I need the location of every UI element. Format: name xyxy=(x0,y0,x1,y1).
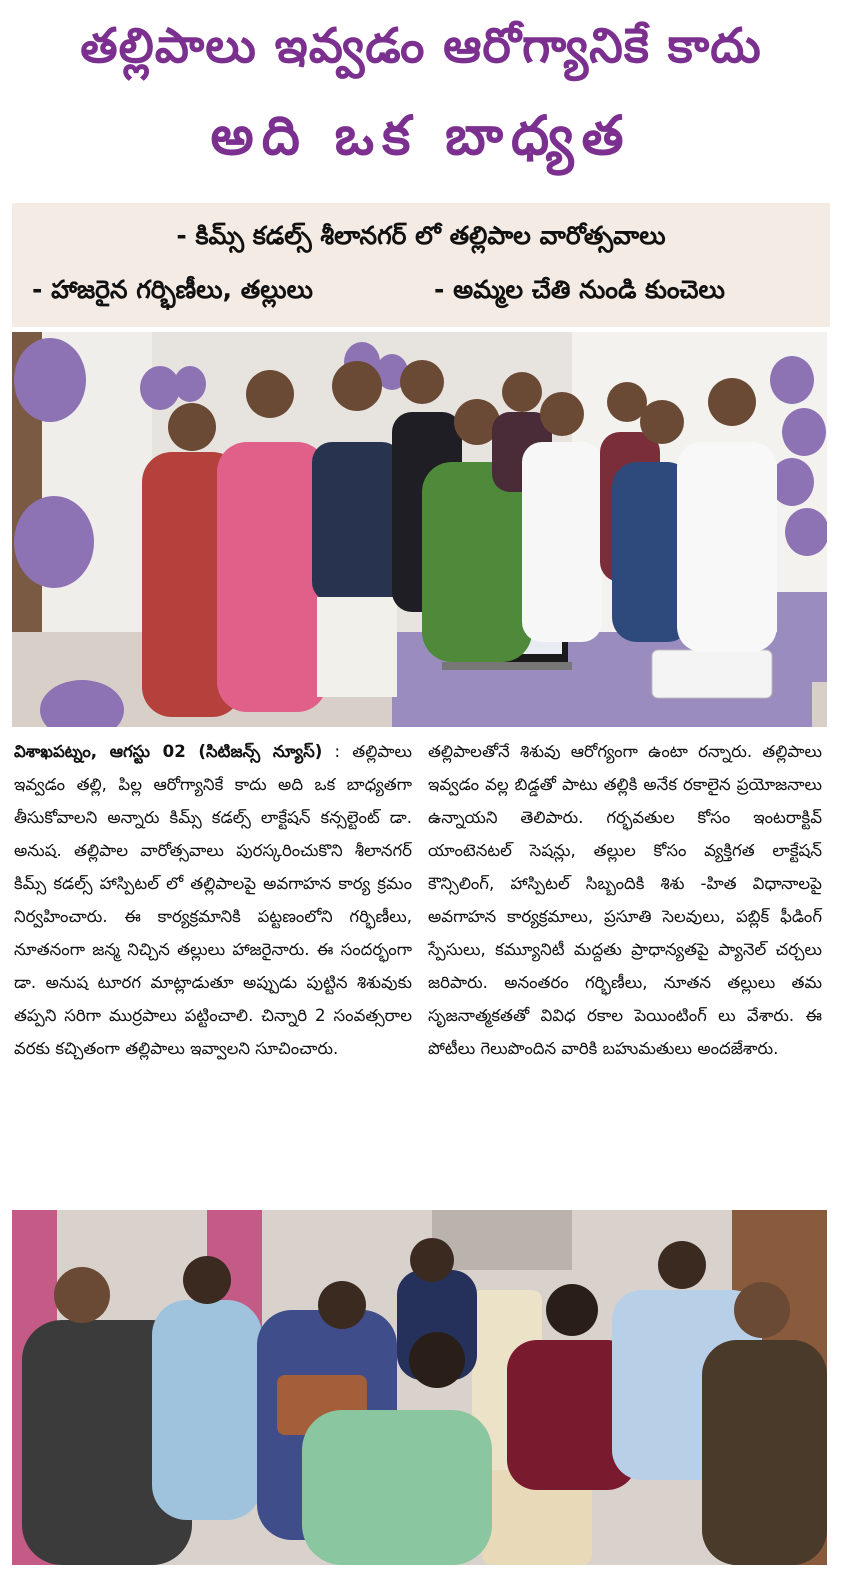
subheading-1: - కిమ్స్ కడల్స్ శీలానగర్ లో తల్లిపాల వారోత్సవాలు xyxy=(176,221,666,250)
subheading-2-left: - హాజరైన గర్భిణీలు, తల్లులు xyxy=(32,275,313,304)
painting-photo-illustration xyxy=(12,1210,827,1565)
painting-activity-photo xyxy=(12,1210,827,1565)
article-column-right: తల్లిపాలతోనే శిశువు ఆరోగ్యంగా ఉంటా రన్నారు. తల్లిపాలు ఇవ్వడం వల్ల బిడ్డతో పాటు తల్లికి అనేక రకాలైన ప్రయోజనాలు ఉన్నాయని తెలిపారు. గర్భవతుల కోసం ఇంటరాక్టివ్ యాంటెనటల్ సెషన్లు, తల్లుల కోసం వ్యక్తిగత లాక్టేషన్ కౌన్సిలింగ్, హాస్పిటల్ సిబ్బందికి శిశు -హిత విధానాలపై అవగాహన కార్యక్రమాలు, ప్రసూతి సెలవులు, పబ్లిక్ ఫీడింగ్ స్పేసులు, కమ్యూనిటీ మద్దతు ప్రాధాన్యతపై ప్యానెల్ చర్చలు జరిపారు. అనంతరం గర్భిణీలు, నూతన తల్లులు తమ సృజనాత్మకతతో వివిధ రకాల పెయింటింగ్ లు వేశారు. ఈ పోటీలు గెలుపొందిన వారికి బహుమతులు అందజేశారు. xyxy=(428,742,822,1058)
subheading-box xyxy=(12,203,830,327)
subheading-2-right: - అమ్మల చేతి నుండి కుంచెలు xyxy=(434,275,725,304)
group-photo-illustration xyxy=(12,332,827,727)
article-body-left: : తల్లిపాలు ఇవ్వడం తల్లి, పిల్ల ఆరోగ్యానికే కాదు అది ఒక బాధ్యతగా తీసుకోవాలని అన్నారు కిమ్స్ కడల్స్ లాక్టేషన్ కన్సల్టెంట్ డా. అనుష. తల్లిపాల వారోత్సవాలు పురస్కరించుకొని శీలానగర్ కిమ్స్ కడల్స్ హాస్పిటల్ లో తల్లిపాలపై అవగాహన కార్య క్రమం నిర్వహించారు. ఈ కార్యక్రమానికి పట్టణంలోని గర్భిణీలు, నూతనంగా జన్మ నిచ్చిన తల్లులు హాజరైనారు. ఈ సందర్భంగా డా. అనుష టూరగ మాట్లాడుతూ అప్పుడు పుట్టిన శిశువుకు తప్పని సరిగా ముర్రపాలు పట్టించాలి. చిన్నారి 2 సంవత్సరాల వరకు కచ్చితంగా తల్లిపాలు ఇవ్వాలని సూచించారు. xyxy=(14,742,412,1058)
article-dateline: విశాఖపట్నం, ఆగస్టు 02 (సిటిజన్స్ న్యూస్) xyxy=(14,742,323,761)
article-column-left xyxy=(14,735,412,1065)
group-photo xyxy=(12,332,827,727)
headline-line-1: తల్లిపాలు ఇవ్వడం ఆరోగ్యానికే కాదు xyxy=(80,18,762,74)
headline-line-2: అది ఒక బాధ్యత xyxy=(210,104,632,167)
